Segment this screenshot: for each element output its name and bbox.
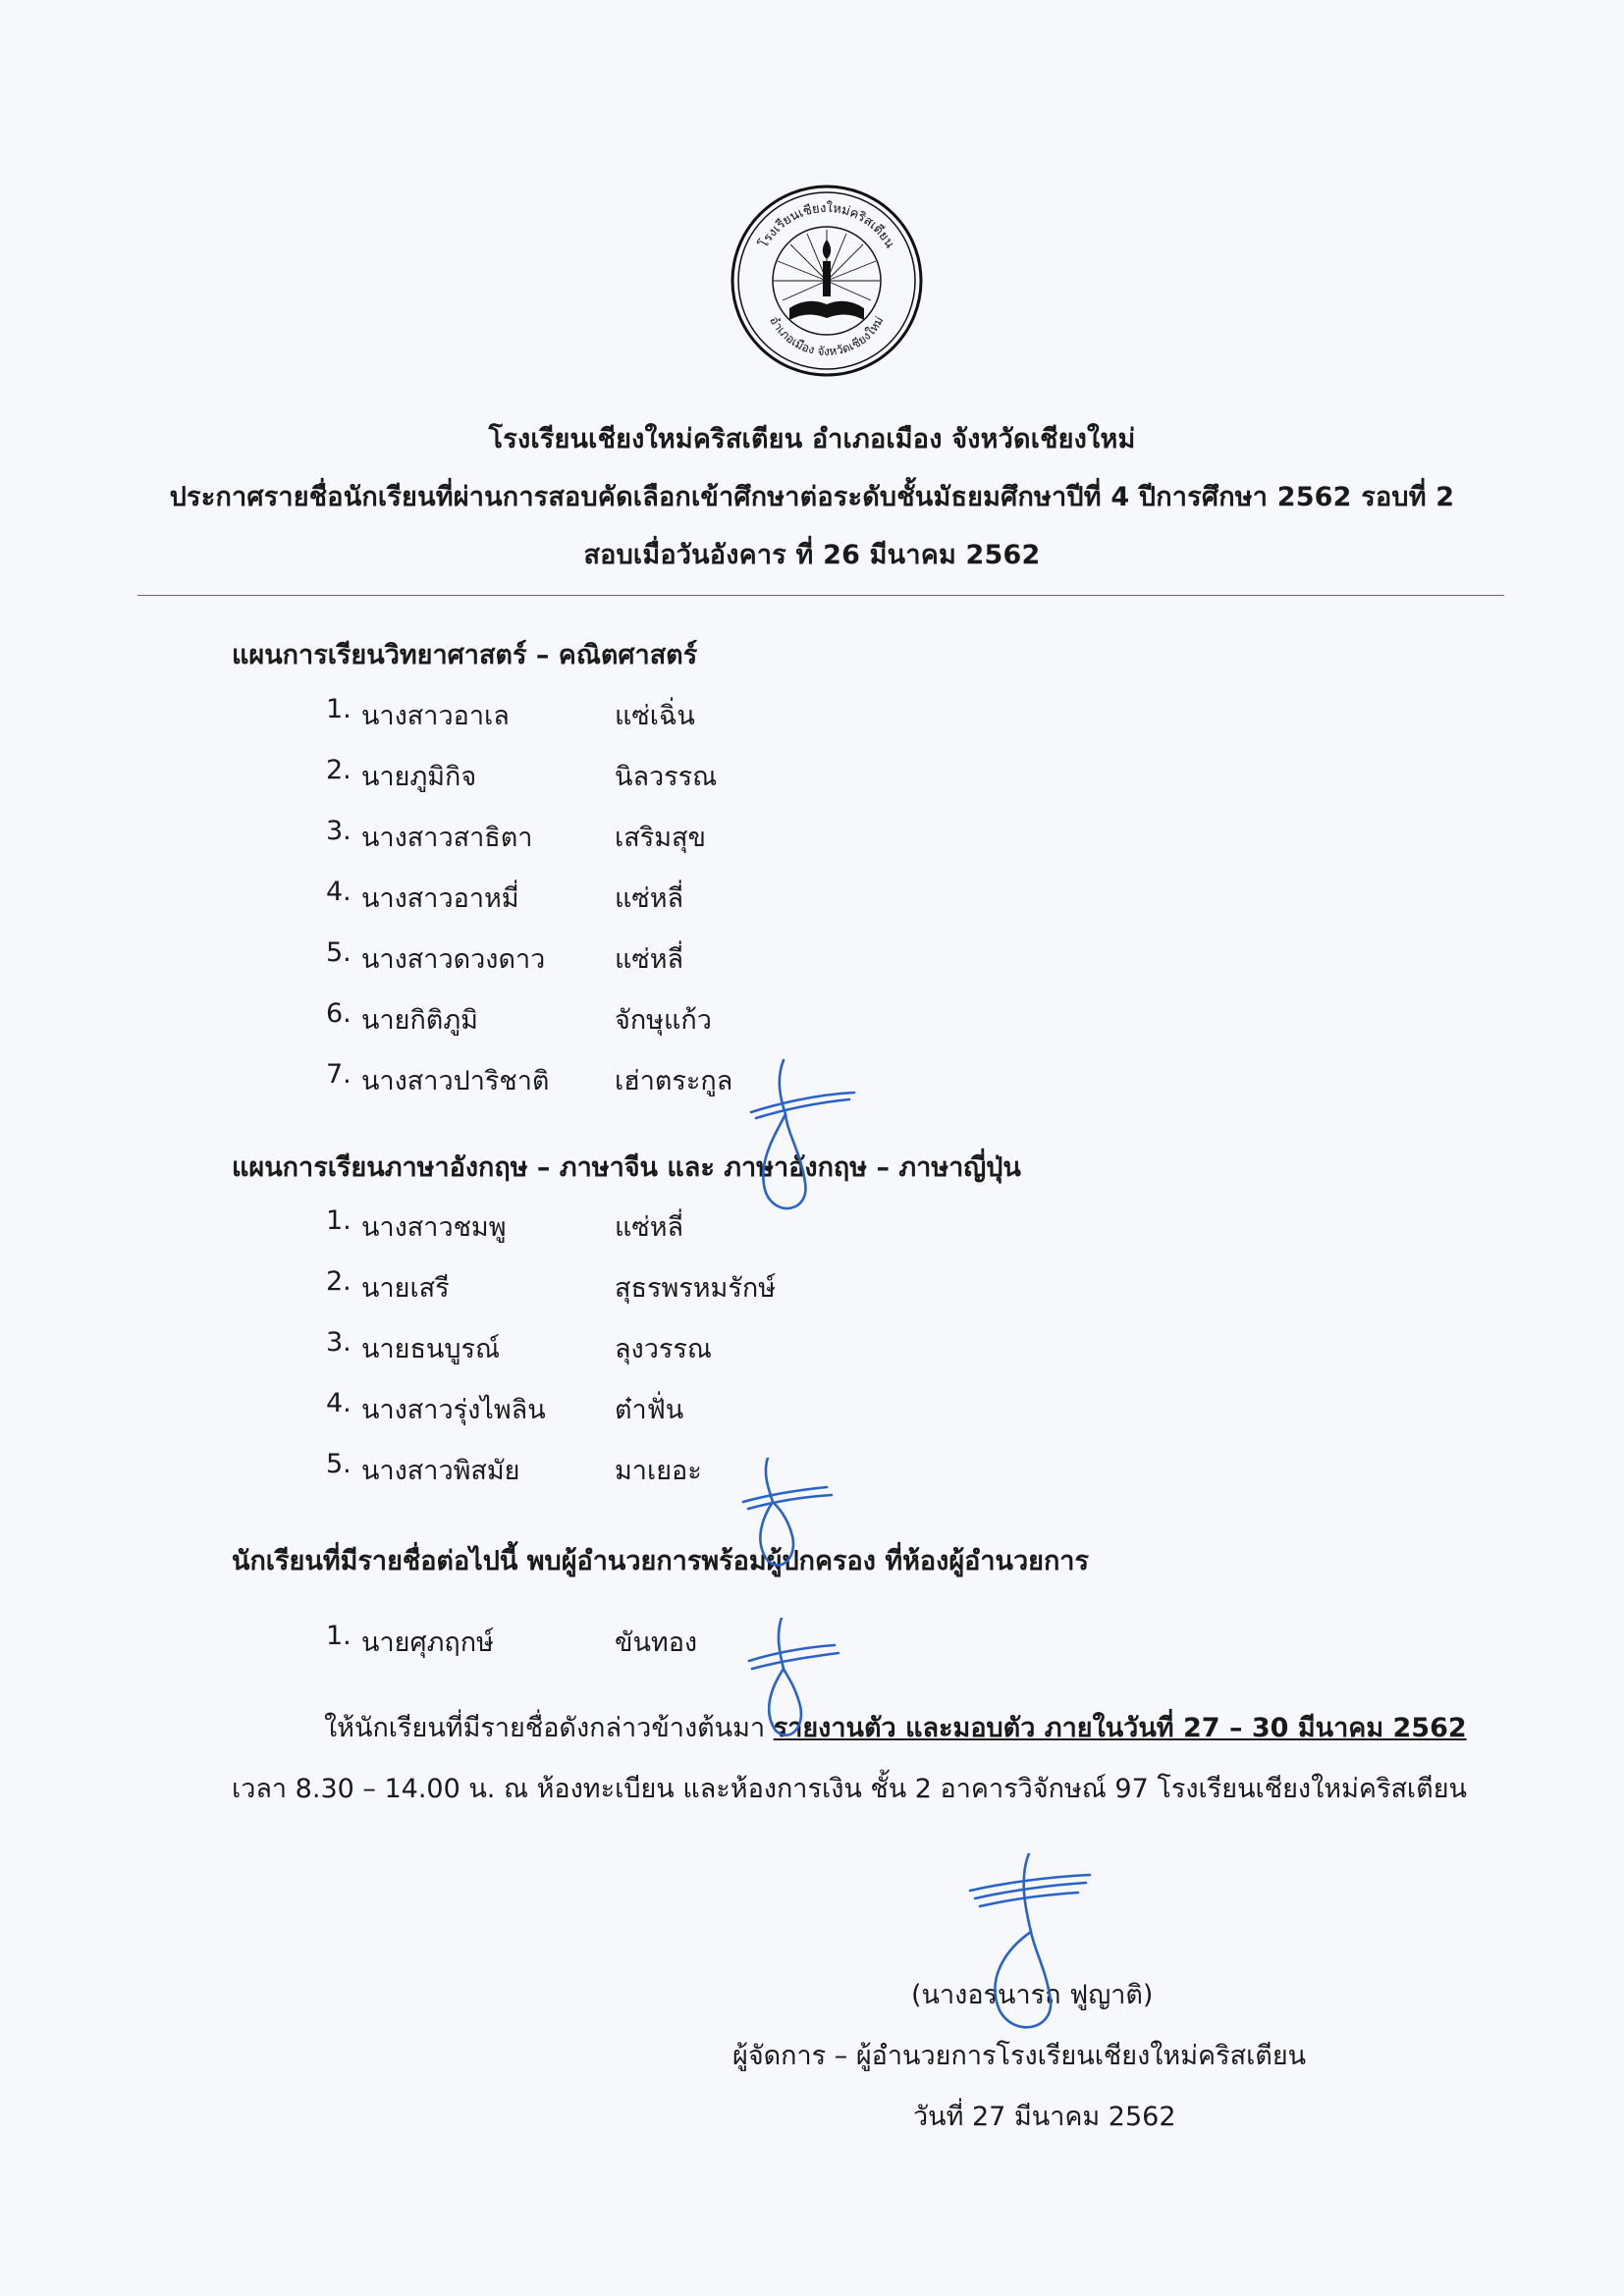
student-number: 6. (326, 998, 352, 1029)
student-first-name: นางสาวดวงดาว (361, 944, 546, 975)
initials-mark (738, 1458, 846, 1575)
student-first-name: นางสาวสาธิตา (361, 823, 533, 853)
student-last-name: แซ่หลี่ (615, 1212, 684, 1243)
student-number: 4. (326, 1388, 352, 1418)
student-last-name: แซ่หลี่ (615, 883, 684, 914)
student-last-name: เสริมสุข (615, 823, 706, 853)
student-last-name: มาเยอะ (615, 1456, 702, 1486)
notice-line-2: เวลา 8.30 – 14.00 น. ณ ห้องทะเบียน และห้องการเงิน ชั้น 2 อาคารวิจักษณ์ 97 โรงเรียนเชียงใหม่คริสเตียน (232, 1774, 1467, 1804)
student-number: 3. (326, 816, 352, 846)
student-number: 3. (326, 1327, 352, 1358)
student-last-name: สุธรพรหมรักษ์ (615, 1273, 777, 1304)
student-first-name: นายศุภฤกษ์ (361, 1628, 494, 1658)
student-number: 1. (326, 694, 352, 724)
signer-title: ผู้จัดการ – ผู้อำนวยการโรงเรียนเชียงใหม่คริสเตียน (732, 2041, 1307, 2071)
section-science-math-title: แผนการเรียนวิทยาศาสตร์ – คณิตศาสตร์ (232, 640, 698, 670)
header-exam-date-line: สอบเมื่อวันอังคาร ที่ 26 มีนาคม 2562 (583, 540, 1041, 570)
student-number: 5. (326, 937, 352, 968)
student-first-name: นายธนบูรณ์ (361, 1334, 501, 1364)
student-number: 4. (326, 877, 352, 907)
student-first-name: นายเสรี (361, 1273, 450, 1304)
student-last-name: แซ่เฉิ่น (615, 701, 695, 731)
student-number: 1. (326, 1621, 352, 1651)
header-school-line: โรงเรียนเชียงใหม่คริสเตียน อำเภอเมือง จังหวัดเชียงใหม่ (488, 424, 1136, 454)
student-last-name: แซ่หลี่ (615, 944, 684, 975)
section-director-meeting-title: นักเรียนที่มีรายชื่อต่อไปนี้ พบผู้อำนวยการพร้อมผู้ปกครอง ที่ห้องผู้อำนวยการ (232, 1546, 1089, 1576)
student-first-name: นางสาวอาหมี่ (361, 883, 519, 914)
student-last-name: เฮ่าตระกูล (615, 1066, 733, 1096)
notice-line-1 (324, 1706, 1467, 1748)
student-number: 2. (326, 755, 352, 785)
student-first-name: นายกิติภูมิ (361, 1005, 478, 1036)
student-first-name: นางสาวปาริชาติ (361, 1066, 550, 1096)
header-announcement-line: ประกาศรายชื่อนักเรียนที่ผ่านการสอบคัดเลือกเข้าศึกษาต่อระดับชั้นมัธยมศึกษาปีที่ 4 ปีการศึกษา 2562 รอบที่ 2 (169, 482, 1455, 512)
svg-text:โรงเรียนเชียงใหม่คริสเตียน: โรงเรียนเชียงใหม่คริสเตียน (756, 200, 897, 251)
student-first-name: นายภูมิกิจ (361, 762, 477, 792)
student-first-name: นางสาวรุ่งไพลิน (361, 1395, 546, 1425)
student-first-name: นางสาวอาเล (361, 701, 510, 731)
student-first-name: นางสาวพิสมัย (361, 1456, 520, 1486)
school-seal-logo (729, 183, 925, 379)
student-last-name: ลุงวรรณ (615, 1334, 712, 1364)
student-number: 5. (326, 1449, 352, 1479)
notice-lead-text: ให้นักเรียนที่มีรายชื่อดังกล่าวข้างต้นมา (324, 1713, 774, 1743)
header-divider (137, 595, 1504, 596)
student-number: 2. (326, 1266, 352, 1297)
svg-text:อำเภอเมือง จังหวัดเชียงใหม่: อำเภอเมือง จังหวัดเชียงใหม่ (767, 313, 887, 359)
initials-mark (744, 1618, 852, 1745)
student-last-name: ขันทอง (615, 1628, 698, 1658)
student-last-name: จักษุแก้ว (615, 1005, 712, 1036)
handwritten-signature (960, 1853, 1098, 2040)
student-last-name: นิลวรรณ (615, 762, 718, 792)
student-first-name: นางสาวชมพู (361, 1212, 507, 1243)
signature-date: วันที่ 27 มีนาคม 2562 (913, 2102, 1176, 2132)
signer-name: (นางอรนารถ ฟูญาติ) (911, 1980, 1154, 2010)
initials-mark (736, 1055, 874, 1222)
section-language-title: แผนการเรียนภาษาอังกฤษ – ภาษาจีน และ ภาษาอังกฤษ – ภาษาญี่ปุ่น (232, 1152, 1021, 1183)
student-number: 1. (326, 1205, 352, 1236)
notice-report-deadline: รายงานตัว และมอบตัว ภายในวันที่ 27 – 30 มีนาคม 2562 (773, 1713, 1467, 1743)
student-number: 7. (326, 1059, 352, 1090)
student-last-name: ต๋าฟั่น (615, 1395, 684, 1425)
